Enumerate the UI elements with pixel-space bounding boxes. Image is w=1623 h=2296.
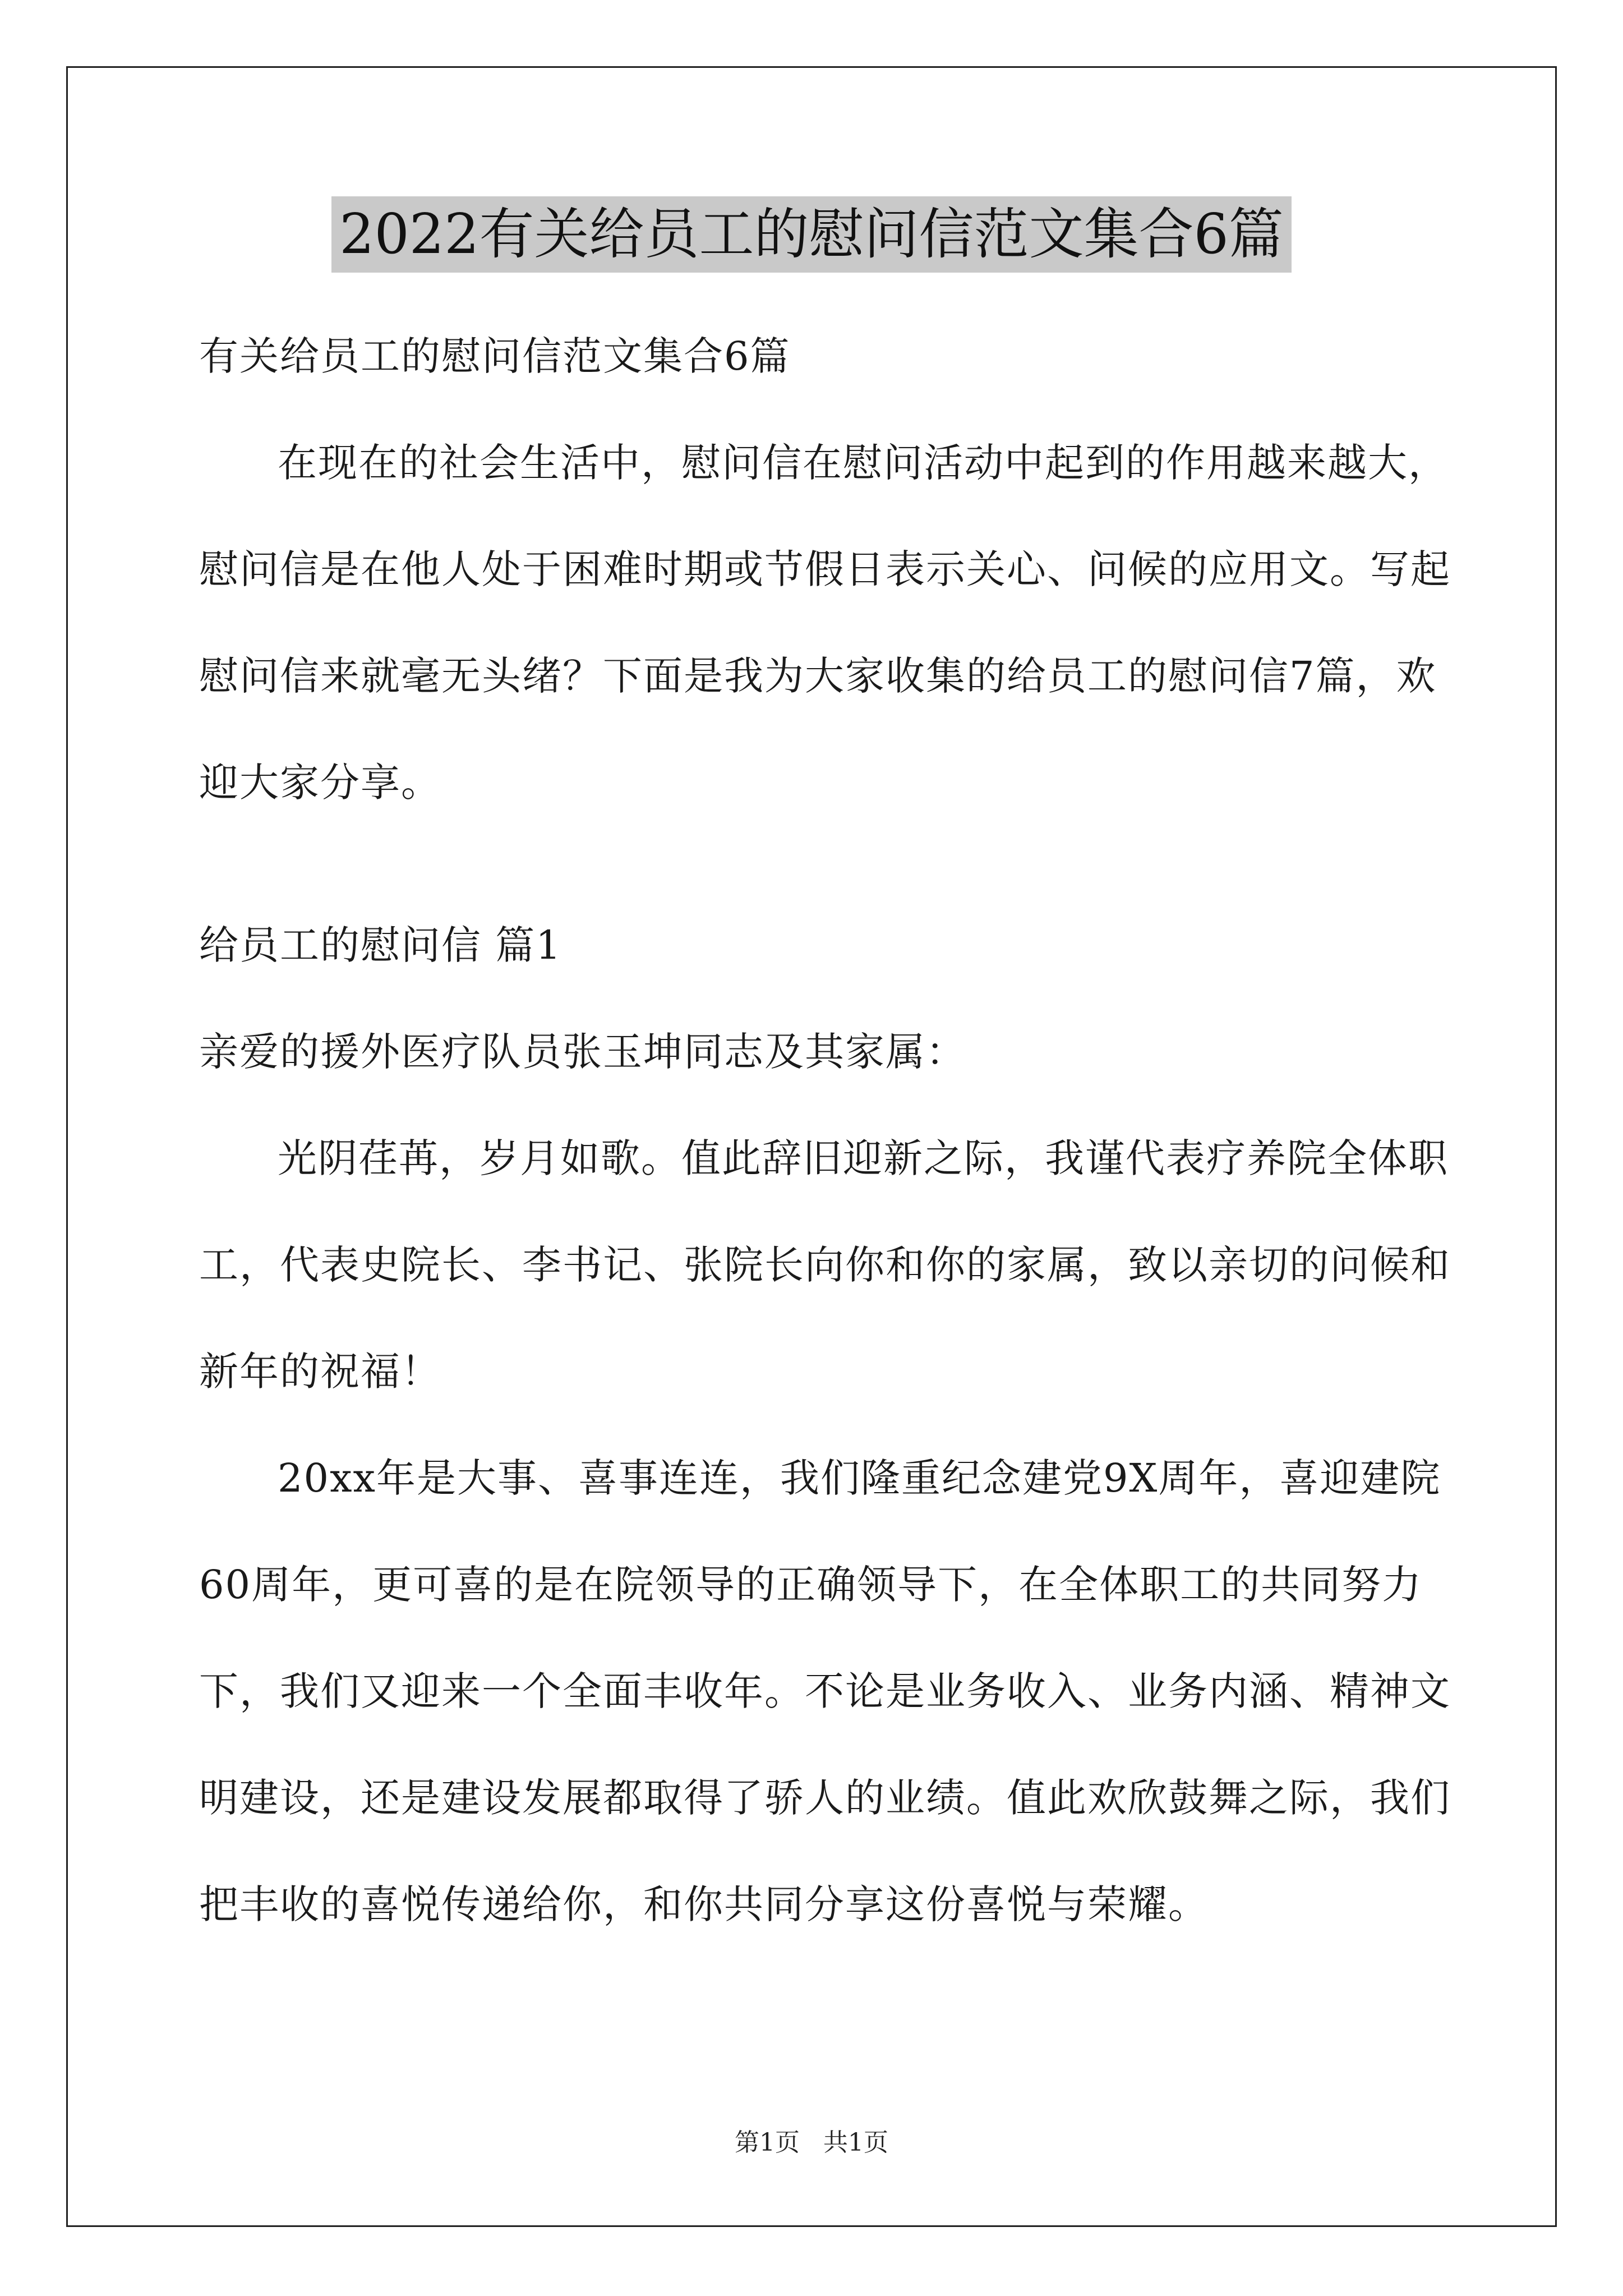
- letter-salutation: 亲爱的援外医疗队员张玉坤同志及其家属：: [199, 1029, 966, 1075]
- page-number-total: 共1页: [823, 2128, 888, 2157]
- section-heading: 给员工的慰问信 篇1: [199, 922, 562, 968]
- page-footer: [0, 2126, 1623, 2160]
- body-paragraph-2: 20xx年是大事、喜事连连，我们隆重纪念建党9X周年，喜迎建院60周年，更可喜的是在院领导的正确领导下，在全体职工的共同努力下，我们又迎来一个全面丰收年。不论是业务收入、业务内涵、精神文明建设，还是建设发展都取得了骄人的业绩。值此欢欣鼓舞之际，我们把丰收的喜悦传递给你，和你共同分享这份喜悦与荣耀。: [199, 1455, 1451, 1927]
- intro-paragraph: 在现在的社会生活中，慰问信在慰问活动中起到的作用越来越大，慰问信是在他人处于困难时期或节假日表示关心、问候的应用文。写起慰问信来就毫无头绪？下面是我为大家收集的给员工的慰问信7篇，欢迎大家分享。: [199, 440, 1451, 806]
- document-body: [199, 303, 1467, 1958]
- document-title: 2022有关给员工的慰问信范文集合6篇: [331, 196, 1292, 273]
- document-subtitle: 有关给员工的慰问信范文集合6篇: [199, 333, 791, 379]
- page-number-current: 第1页: [735, 2128, 800, 2157]
- body-paragraph-1: 光阴荏苒，岁月如歌。值此辞旧迎新之际，我谨代表疗养院全体职工，代表史院长、李书记、张院长向你和你的家属，致以亲切的问候和新年的祝福！: [199, 1135, 1451, 1395]
- section-spacer: [199, 836, 1467, 892]
- title-container: [0, 196, 1623, 273]
